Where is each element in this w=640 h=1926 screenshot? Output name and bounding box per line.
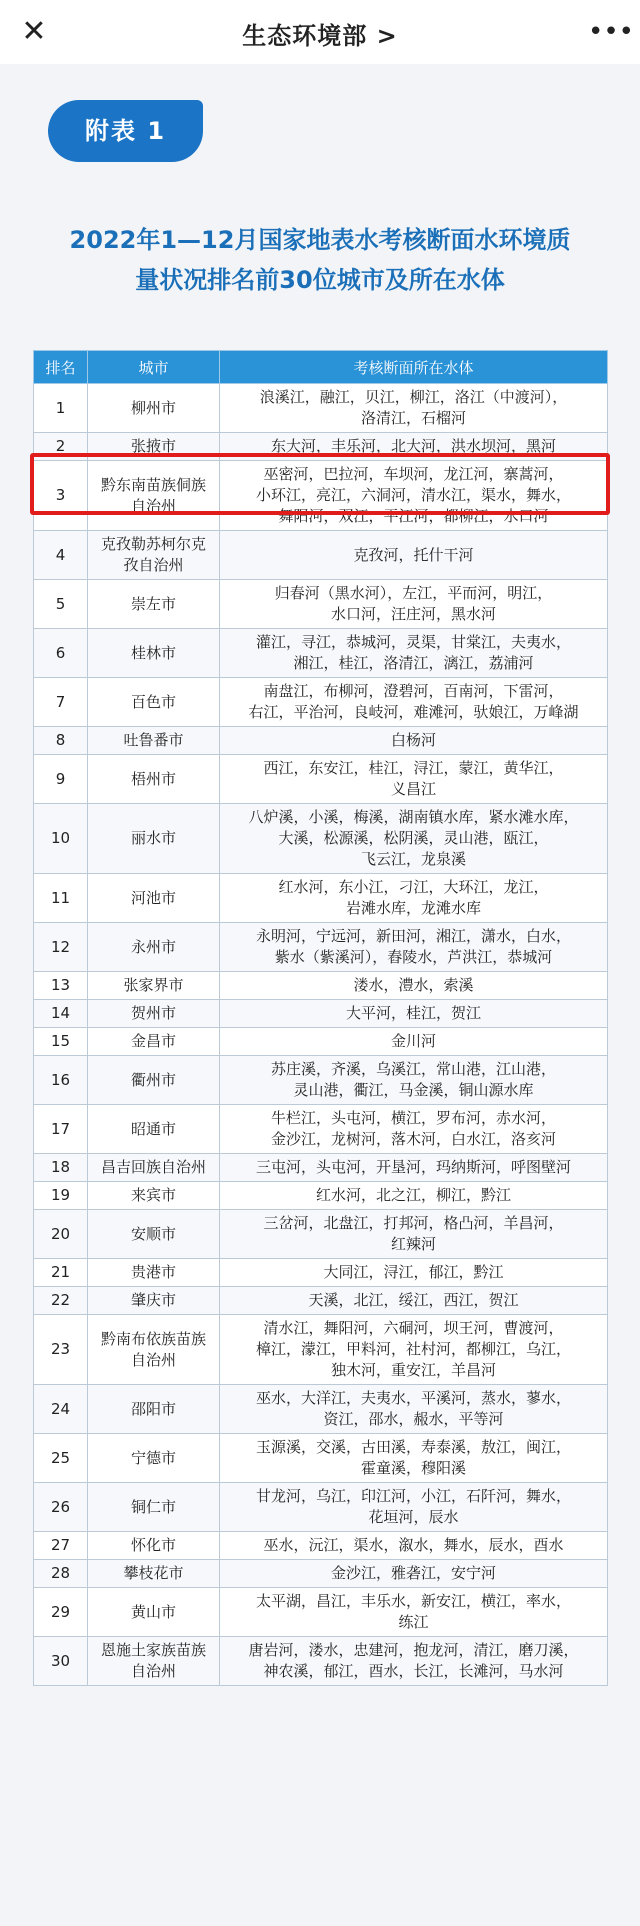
table-row — [34, 1105, 608, 1154]
table-row — [34, 1434, 608, 1483]
table-row — [34, 384, 608, 433]
cell-city: 黔南布依族苗族 自治州 — [88, 1315, 220, 1385]
account-title[interactable]: 生态环境部 > — [242, 22, 398, 50]
cell-water: 牛栏江，头屯河，横江，罗布河，赤水河， 金沙江，龙树河，落木河，白水江，洛亥河 — [220, 1105, 608, 1154]
cell-rank: 15 — [34, 1028, 88, 1056]
cell-water: 归春河（黑水河），左江，平而河，明江， 水口河，汪庄河，黑水河 — [220, 580, 608, 629]
header-city: 城市 — [88, 351, 220, 384]
cell-rank: 6 — [34, 629, 88, 678]
table-row — [34, 1560, 608, 1588]
cell-city: 昌吉回族自治州 — [88, 1154, 220, 1182]
table-row — [34, 1182, 608, 1210]
cell-rank: 2 — [34, 433, 88, 461]
ranking-table-wrap — [33, 350, 607, 1686]
cell-water: 红水河，东小江，刁江，大环江，龙江， 岩滩水库，龙滩水库 — [220, 874, 608, 923]
cell-water: 天溪，北江，绥江，西江，贺江 — [220, 1287, 608, 1315]
cell-city: 桂林市 — [88, 629, 220, 678]
cell-rank: 23 — [34, 1315, 88, 1385]
cell-rank: 18 — [34, 1154, 88, 1182]
cell-water: 太平湖，昌江，丰乐水，新安江，横江，率水， 练江 — [220, 1588, 608, 1637]
cell-water: 红水河，北之江，柳江，黔江 — [220, 1182, 608, 1210]
table-row — [34, 804, 608, 874]
cell-city: 张掖市 — [88, 433, 220, 461]
close-icon[interactable]: ✕ — [21, 14, 47, 49]
cell-rank: 4 — [34, 531, 88, 580]
cell-rank: 13 — [34, 972, 88, 1000]
cell-rank: 16 — [34, 1056, 88, 1105]
cell-city: 黄山市 — [88, 1588, 220, 1637]
cell-rank: 19 — [34, 1182, 88, 1210]
cell-water: 克孜河，托什干河 — [220, 531, 608, 580]
table-row — [34, 1287, 608, 1315]
cell-rank: 20 — [34, 1210, 88, 1259]
cell-water: 清水江，舞阳河，六硐河，坝王河，曹渡河， 樟江，濛江，甲料河，社村河，都柳江，乌江， 独木河，重安江，羊昌河 — [220, 1315, 608, 1385]
cell-rank: 12 — [34, 923, 88, 972]
table-row — [34, 1000, 608, 1028]
table-body — [34, 384, 608, 1686]
cell-city: 衢州市 — [88, 1056, 220, 1105]
cell-water: 巫密河，巴拉河，车坝河，龙江河，寨蒿河， 小环江，亮江，六洞河，清水江，渠水，舞水， 舞阳河，双江，平江河，都柳江，水口河 — [220, 461, 608, 531]
cell-city: 百色市 — [88, 678, 220, 727]
header-water: 考核断面所在水体 — [220, 351, 608, 384]
cell-water: 金川河 — [220, 1028, 608, 1056]
cell-water: 八炉溪，小溪，梅溪，湖南镇水库，紧水滩水库， 大溪，松源溪，松阴溪，灵山港，瓯江， 飞云江，龙泉溪 — [220, 804, 608, 874]
cell-rank: 3 — [34, 461, 88, 531]
cell-rank: 22 — [34, 1287, 88, 1315]
cell-city: 吐鲁番市 — [88, 727, 220, 755]
cell-city: 丽水市 — [88, 804, 220, 874]
cell-city: 贺州市 — [88, 1000, 220, 1028]
table-row — [34, 972, 608, 1000]
cell-water: 大平河，桂江，贺江 — [220, 1000, 608, 1028]
cell-rank: 11 — [34, 874, 88, 923]
cell-city: 金昌市 — [88, 1028, 220, 1056]
table-row — [34, 923, 608, 972]
table-row — [34, 1637, 608, 1686]
table-row — [34, 727, 608, 755]
table-row — [34, 1056, 608, 1105]
table-row — [34, 678, 608, 727]
cell-water: 西江，东安江，桂江，浔江，蒙江，黄华江， 义昌江 — [220, 755, 608, 804]
appendix-badge: 附表 1 — [48, 100, 203, 162]
cell-water: 永明河，宁远河，新田河，湘江，潇水，白水， 紫水（紫溪河），舂陵水，芦洪江，恭城河 — [220, 923, 608, 972]
header-rank: 排名 — [34, 351, 88, 384]
cell-water: 三屯河，头屯河，开垦河，玛纳斯河，呼图壁河 — [220, 1154, 608, 1182]
cell-water: 巫水，大洋江，夫夷水，平溪河，蒸水，蓼水， 资江，邵水，赧水，平等河 — [220, 1385, 608, 1434]
cell-city: 贵港市 — [88, 1259, 220, 1287]
cell-city: 攀枝花市 — [88, 1560, 220, 1588]
document-title-text: 2022年1—12月国家地表水考核断面水环境质 量状况排名前30位城市及所在水体 — [69, 226, 571, 294]
cell-water: 玉源溪，交溪，古田溪，寿泰溪，敖江，闽江， 霍童溪，穆阳溪 — [220, 1434, 608, 1483]
cell-rank: 27 — [34, 1532, 88, 1560]
cell-rank: 30 — [34, 1637, 88, 1686]
cell-city: 来宾市 — [88, 1182, 220, 1210]
table-row — [34, 1315, 608, 1385]
cell-water: 唐岩河，溇水，忠建河，抱龙河，清江，磨刀溪， 神农溪，郁江，酉水，长江，长滩河，马水河 — [220, 1637, 608, 1686]
cell-rank: 7 — [34, 678, 88, 727]
table-row — [34, 433, 608, 461]
table-row — [34, 531, 608, 580]
table-header-row — [34, 351, 608, 384]
cell-city: 梧州市 — [88, 755, 220, 804]
cell-rank: 26 — [34, 1483, 88, 1532]
table-row — [34, 1154, 608, 1182]
cell-city: 河池市 — [88, 874, 220, 923]
cell-water: 大同江，浔江，郁江，黔江 — [220, 1259, 608, 1287]
ranking-table — [33, 350, 608, 1686]
cell-rank: 10 — [34, 804, 88, 874]
cell-rank: 29 — [34, 1588, 88, 1637]
cell-water: 灌江，寻江，恭城河，灵渠，甘棠江，夫夷水， 湘江，桂江，洛清江，漓江，荔浦河 — [220, 629, 608, 678]
cell-rank: 8 — [34, 727, 88, 755]
cell-city: 邵阳市 — [88, 1385, 220, 1434]
cell-city: 崇左市 — [88, 580, 220, 629]
table-row — [34, 1532, 608, 1560]
cell-rank: 5 — [34, 580, 88, 629]
cell-rank: 28 — [34, 1560, 88, 1588]
cell-city: 克孜勒苏柯尔克 孜自治州 — [88, 531, 220, 580]
cell-water: 浪溪江，融江，贝江，柳江，洛江（中渡河）， 洛清江，石榴河 — [220, 384, 608, 433]
cell-city: 昭通市 — [88, 1105, 220, 1154]
cell-city: 安顺市 — [88, 1210, 220, 1259]
article-content — [0, 64, 640, 1926]
cell-city: 永州市 — [88, 923, 220, 972]
cell-water: 巫水，沅江，渠水，溆水，舞水，辰水，酉水 — [220, 1532, 608, 1560]
more-icon[interactable]: ••• — [588, 17, 635, 47]
cell-water: 东大河，丰乐河，北大河，洪水坝河，黑河 — [220, 433, 608, 461]
table-row — [34, 1259, 608, 1287]
cell-water: 南盘江，布柳河，澄碧河，百南河，下雷河， 右江，平治河，良岐河，难滩河，驮娘江，万峰湖 — [220, 678, 608, 727]
table-row — [34, 1588, 608, 1637]
cell-city: 张家界市 — [88, 972, 220, 1000]
table-row — [34, 580, 608, 629]
table-row — [34, 874, 608, 923]
cell-city: 柳州市 — [88, 384, 220, 433]
cell-rank: 14 — [34, 1000, 88, 1028]
table-row — [34, 629, 608, 678]
cell-rank: 25 — [34, 1434, 88, 1483]
top-bar — [0, 0, 640, 64]
document-title — [20, 220, 620, 300]
cell-rank: 21 — [34, 1259, 88, 1287]
cell-city: 黔东南苗族侗族 自治州 — [88, 461, 220, 531]
cell-city: 怀化市 — [88, 1532, 220, 1560]
cell-water: 白杨河 — [220, 727, 608, 755]
table-row — [34, 461, 608, 531]
cell-water: 溇水，澧水，索溪 — [220, 972, 608, 1000]
cell-rank: 9 — [34, 755, 88, 804]
cell-water: 苏庄溪，齐溪，乌溪江，常山港，江山港， 灵山港，衢江，马金溪，铜山源水库 — [220, 1056, 608, 1105]
cell-rank: 1 — [34, 384, 88, 433]
cell-city: 铜仁市 — [88, 1483, 220, 1532]
table-row — [34, 1028, 608, 1056]
cell-rank: 17 — [34, 1105, 88, 1154]
cell-water: 甘龙河，乌江，印江河，小江，石阡河，舞水， 花垣河，辰水 — [220, 1483, 608, 1532]
table-row — [34, 1210, 608, 1259]
cell-water: 三岔河，北盘江，打邦河，格凸河，羊昌河， 红辣河 — [220, 1210, 608, 1259]
cell-city: 肇庆市 — [88, 1287, 220, 1315]
cell-rank: 24 — [34, 1385, 88, 1434]
table-row — [34, 755, 608, 804]
table-row — [34, 1483, 608, 1532]
table-row — [34, 1385, 608, 1434]
cell-city: 宁德市 — [88, 1434, 220, 1483]
cell-city: 恩施土家族苗族 自治州 — [88, 1637, 220, 1686]
cell-water: 金沙江，雅砻江，安宁河 — [220, 1560, 608, 1588]
